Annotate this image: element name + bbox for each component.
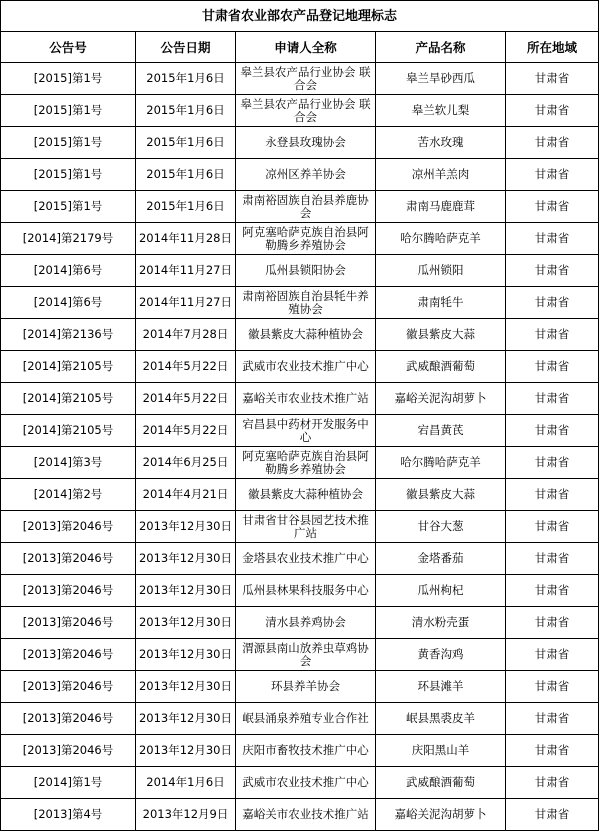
announcement-no-cell: [2014]第2136号: [1, 319, 136, 351]
announcement-no-cell: [2014]第6号: [1, 255, 136, 287]
region-cell: 甘肃省: [506, 607, 599, 639]
applicant-cell: 嘉峪关市农业技术推广站: [236, 383, 376, 415]
applicant-cell: 阿克塞哈萨克族自治县阿勒腾乡养殖协会: [236, 223, 376, 255]
announcement-no-cell: [2015]第1号: [1, 159, 136, 191]
region-cell: 甘肃省: [506, 671, 599, 703]
region-cell: 甘肃省: [506, 543, 599, 575]
product-name-cell: 苦水玫瑰: [376, 127, 506, 159]
announcement-date-cell: 2014年1月6日: [136, 767, 236, 799]
region-cell: 甘肃省: [506, 415, 599, 447]
region-cell: 甘肃省: [506, 191, 599, 223]
announcement-no-cell: [2015]第1号: [1, 191, 136, 223]
header-announcement-date: 公告日期: [136, 32, 236, 63]
applicant-cell: 宕昌县中药材开发服务中心: [236, 415, 376, 447]
region-cell: 甘肃省: [506, 95, 599, 127]
announcement-no-cell: [2014]第3号: [1, 447, 136, 479]
product-name-cell: 皋兰软儿梨: [376, 95, 506, 127]
applicant-cell: 凉州区养羊协会: [236, 159, 376, 191]
product-name-cell: 宕昌黄芪: [376, 415, 506, 447]
region-cell: 甘肃省: [506, 255, 599, 287]
announcement-no-cell: [2013]第2046号: [1, 607, 136, 639]
region-cell: 甘肃省: [506, 511, 599, 543]
applicant-cell: 皋兰县农产品行业协会 联合会: [236, 95, 376, 127]
announcement-no-cell: [2013]第2046号: [1, 703, 136, 735]
table-row: [1, 223, 599, 255]
announcement-date-cell: 2014年11月27日: [136, 287, 236, 319]
table-row: [1, 255, 599, 287]
table-row: [1, 671, 599, 703]
region-cell: 甘肃省: [506, 127, 599, 159]
announcement-date-cell: 2014年7月28日: [136, 319, 236, 351]
applicant-cell: 渭源县南山放养虫草鸡协会: [236, 639, 376, 671]
table-row: [1, 735, 599, 767]
announcement-no-cell: [2013]第2046号: [1, 511, 136, 543]
announcement-date-cell: 2013年12月9日: [136, 799, 236, 831]
product-name-cell: 徽县紫皮大蒜: [376, 319, 506, 351]
announcement-no-cell: [2013]第2046号: [1, 735, 136, 767]
announcement-no-cell: [2013]第4号: [1, 799, 136, 831]
region-cell: 甘肃省: [506, 383, 599, 415]
header-row: [1, 32, 599, 63]
announcement-date-cell: 2015年1月6日: [136, 63, 236, 95]
region-cell: 甘肃省: [506, 319, 599, 351]
product-name-cell: 武威酿酒葡萄: [376, 767, 506, 799]
region-cell: 甘肃省: [506, 447, 599, 479]
table-row: [1, 415, 599, 447]
region-cell: 甘肃省: [506, 575, 599, 607]
announcement-date-cell: 2014年5月22日: [136, 415, 236, 447]
applicant-cell: 徽县紫皮大蒜种植协会: [236, 479, 376, 511]
header-applicant: 申请人全称: [236, 32, 376, 63]
announcement-date-cell: 2014年5月22日: [136, 351, 236, 383]
region-cell: 甘肃省: [506, 735, 599, 767]
product-name-cell: 甘谷大葱: [376, 511, 506, 543]
table-row: [1, 319, 599, 351]
announcement-date-cell: 2014年6月25日: [136, 447, 236, 479]
table-row: [1, 159, 599, 191]
header-product-name: 产品名称: [376, 32, 506, 63]
applicant-cell: 永登县玫瑰协会: [236, 127, 376, 159]
product-name-cell: 肃南马鹿鹿茸: [376, 191, 506, 223]
announcement-no-cell: [2014]第2号: [1, 479, 136, 511]
announcement-no-cell: [2014]第2105号: [1, 351, 136, 383]
applicant-cell: 皋兰县农产品行业协会 联合会: [236, 63, 376, 95]
product-name-cell: 哈尔腾哈萨克羊: [376, 447, 506, 479]
region-cell: 甘肃省: [506, 799, 599, 831]
announcement-no-cell: [2014]第2105号: [1, 383, 136, 415]
announcement-date-cell: 2013年12月30日: [136, 543, 236, 575]
announcement-no-cell: [2014]第2179号: [1, 223, 136, 255]
applicant-cell: 庆阳市畜牧技术推广中心: [236, 735, 376, 767]
announcement-no-cell: [2015]第1号: [1, 95, 136, 127]
applicant-cell: 瓜州县林果科技服务中心: [236, 575, 376, 607]
announcement-date-cell: 2015年1月6日: [136, 95, 236, 127]
header-region: 所在地域: [506, 32, 599, 63]
table-row: [1, 63, 599, 95]
applicant-cell: 武威市农业技术推广中心: [236, 351, 376, 383]
applicant-cell: 徽县紫皮大蒜种植协会: [236, 319, 376, 351]
announcement-date-cell: 2014年5月22日: [136, 383, 236, 415]
announcement-date-cell: 2013年12月30日: [136, 703, 236, 735]
product-name-cell: 瓜州锁阳: [376, 255, 506, 287]
applicant-cell: 肃南裕固族自治县牦牛养殖协会: [236, 287, 376, 319]
product-name-cell: 徽县紫皮大蒜: [376, 479, 506, 511]
table-row: [1, 383, 599, 415]
table-row: [1, 607, 599, 639]
applicant-cell: 清水县养鸡协会: [236, 607, 376, 639]
table-row: [1, 447, 599, 479]
product-name-cell: 武威酿酒葡萄: [376, 351, 506, 383]
announcement-no-cell: [2013]第2046号: [1, 575, 136, 607]
applicant-cell: 甘肃省甘谷县园艺技术推广站: [236, 511, 376, 543]
product-name-cell: 瓜州枸杞: [376, 575, 506, 607]
announcement-date-cell: 2013年12月30日: [136, 575, 236, 607]
product-name-cell: 环县滩羊: [376, 671, 506, 703]
announcement-date-cell: 2013年12月30日: [136, 607, 236, 639]
product-name-cell: 清水粉壳蛋: [376, 607, 506, 639]
product-name-cell: 黄香沟鸡: [376, 639, 506, 671]
table-row: [1, 799, 599, 831]
table-row: [1, 127, 599, 159]
product-name-cell: 岷县黑裘皮羊: [376, 703, 506, 735]
region-cell: 甘肃省: [506, 63, 599, 95]
table-row: [1, 639, 599, 671]
region-cell: 甘肃省: [506, 223, 599, 255]
announcement-no-cell: [2015]第1号: [1, 63, 136, 95]
region-cell: 甘肃省: [506, 639, 599, 671]
applicant-cell: 阿克塞哈萨克族自治县阿勒腾乡养殖协会: [236, 447, 376, 479]
announcement-no-cell: [2014]第1号: [1, 767, 136, 799]
announcement-no-cell: [2014]第2105号: [1, 415, 136, 447]
table-row: [1, 191, 599, 223]
product-name-cell: 凉州羊羔肉: [376, 159, 506, 191]
table-row: [1, 95, 599, 127]
table-row: [1, 703, 599, 735]
applicant-cell: 瓜州县锁阳协会: [236, 255, 376, 287]
product-name-cell: 庆阳黑山羊: [376, 735, 506, 767]
announcement-date-cell: 2014年11月27日: [136, 255, 236, 287]
applicant-cell: 肃南裕固族自治县养鹿协会: [236, 191, 376, 223]
table-title: 甘肃省农业部农产品登记地理标志: [1, 1, 599, 32]
region-cell: 甘肃省: [506, 479, 599, 511]
table-row: [1, 351, 599, 383]
announcement-no-cell: [2014]第6号: [1, 287, 136, 319]
announcement-date-cell: 2013年12月30日: [136, 671, 236, 703]
announcement-date-cell: 2013年12月30日: [136, 639, 236, 671]
announcement-date-cell: 2013年12月30日: [136, 735, 236, 767]
product-name-cell: 肃南牦牛: [376, 287, 506, 319]
applicant-cell: 金塔县农业技术推广中心: [236, 543, 376, 575]
announcement-date-cell: 2014年4月21日: [136, 479, 236, 511]
product-name-cell: 哈尔腾哈萨克羊: [376, 223, 506, 255]
product-name-cell: 嘉峪关泥沟胡萝卜: [376, 799, 506, 831]
announcement-date-cell: 2015年1月6日: [136, 127, 236, 159]
announcement-no-cell: [2013]第2046号: [1, 639, 136, 671]
header-announcement-no: 公告号: [1, 32, 136, 63]
applicant-cell: 武威市农业技术推广中心: [236, 767, 376, 799]
table-body: [1, 63, 599, 831]
announcement-date-cell: 2013年12月30日: [136, 511, 236, 543]
announcement-no-cell: [2013]第2046号: [1, 543, 136, 575]
announcement-date-cell: 2015年1月6日: [136, 191, 236, 223]
table-row: [1, 767, 599, 799]
region-cell: 甘肃省: [506, 159, 599, 191]
table-row: [1, 511, 599, 543]
region-cell: 甘肃省: [506, 351, 599, 383]
title-row: [1, 1, 599, 32]
region-cell: 甘肃省: [506, 703, 599, 735]
table-row: [1, 479, 599, 511]
table-row: [1, 543, 599, 575]
region-cell: 甘肃省: [506, 767, 599, 799]
product-name-cell: 嘉峪关泥沟胡萝卜: [376, 383, 506, 415]
region-cell: 甘肃省: [506, 287, 599, 319]
announcement-date-cell: 2014年11月28日: [136, 223, 236, 255]
applicant-cell: 岷县涌泉养殖专业合作社: [236, 703, 376, 735]
applicant-cell: 嘉峪关市农业技术推广站: [236, 799, 376, 831]
product-name-cell: 金塔番茄: [376, 543, 506, 575]
table-row: [1, 287, 599, 319]
announcement-no-cell: [2013]第2046号: [1, 671, 136, 703]
product-name-cell: 皋兰旱砂西瓜: [376, 63, 506, 95]
applicant-cell: 环县养羊协会: [236, 671, 376, 703]
announcement-date-cell: 2015年1月6日: [136, 159, 236, 191]
table-row: [1, 575, 599, 607]
announcement-no-cell: [2015]第1号: [1, 127, 136, 159]
